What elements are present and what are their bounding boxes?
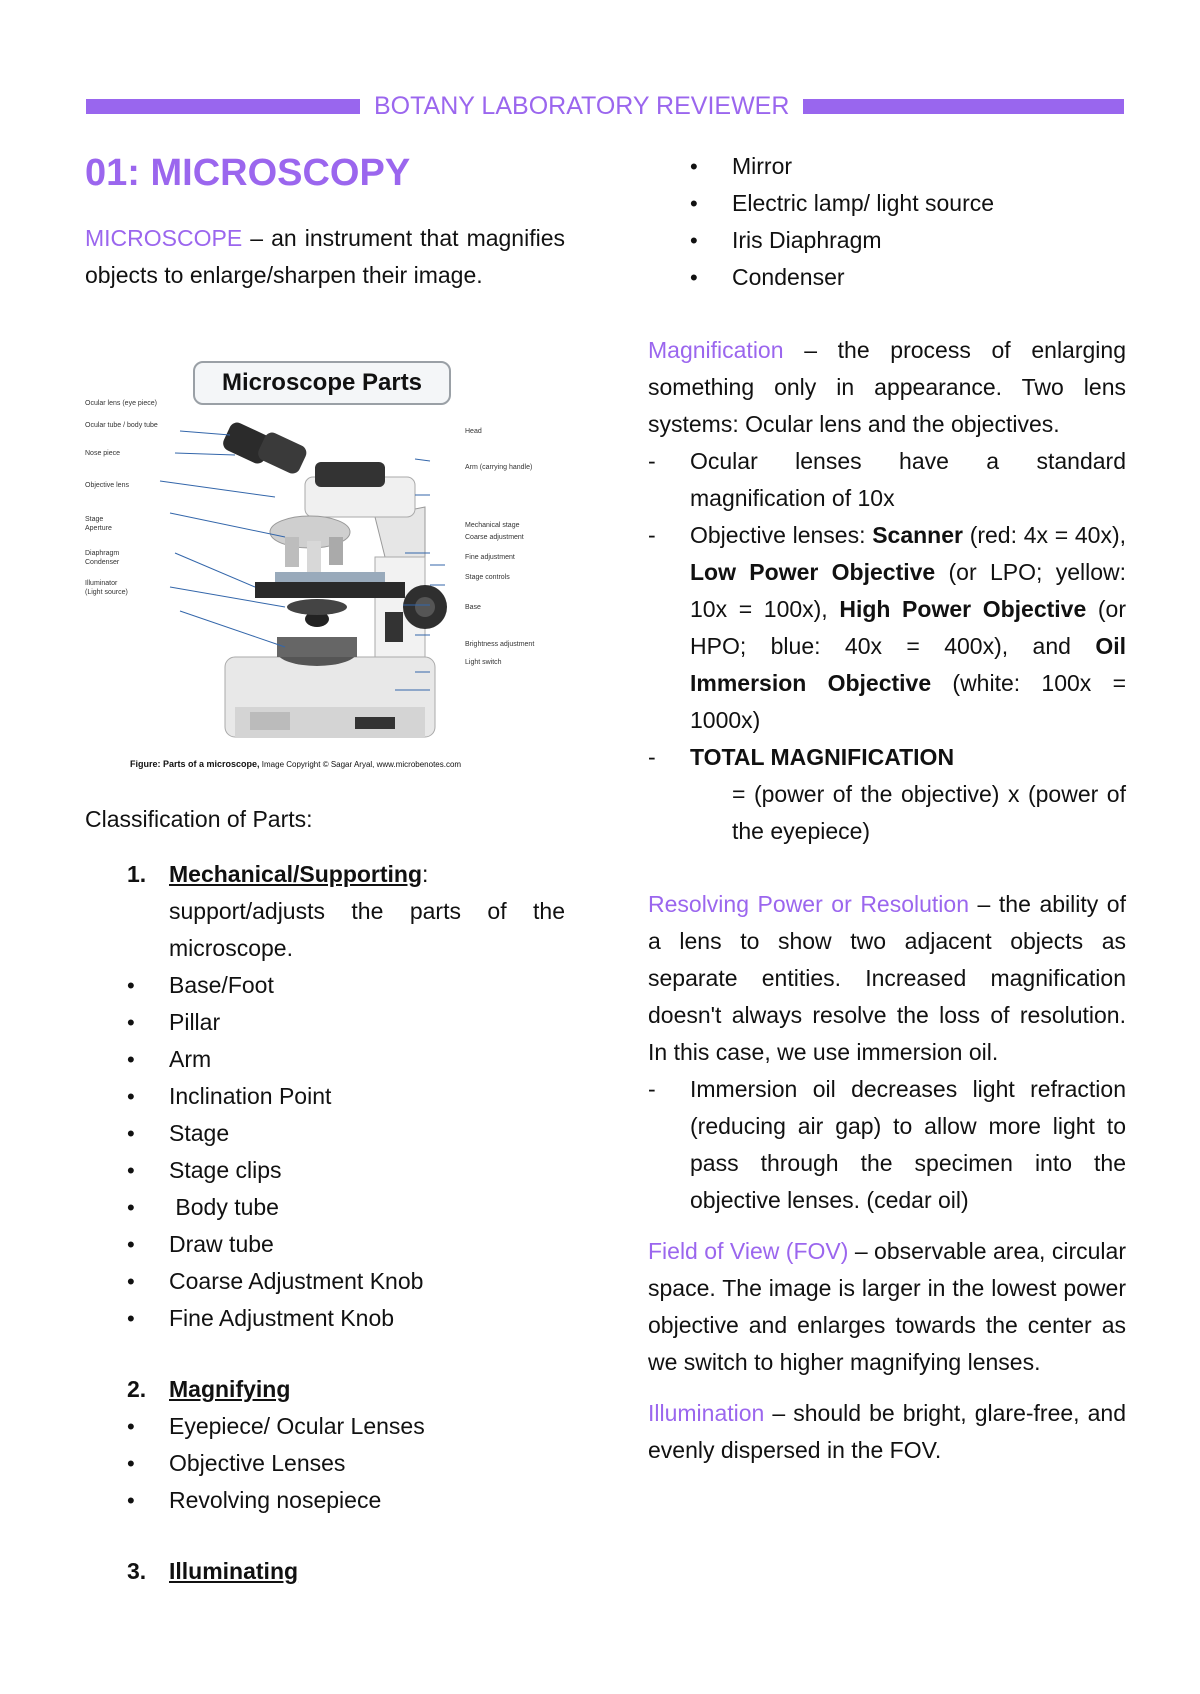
objective-text-3: (or LPO; yellow: 10x = 100x),	[690, 559, 1126, 622]
list-item: • Stage	[85, 1115, 565, 1152]
magnifying-list	[85, 1408, 565, 1519]
label-stage: Stage	[85, 516, 104, 523]
mechanical-heading	[85, 856, 565, 967]
list-item: • Objective Lenses	[85, 1445, 565, 1482]
objective-text-2: (red: 4x = 40x),	[962, 522, 1126, 548]
list-item: • Arm	[85, 1041, 565, 1078]
fov-text: – observable area, circular space. The image is larger in the lowest power objective and enlarges towards the center as we switch to higher magnifying lenses.	[648, 1238, 1126, 1375]
lpo-term: Low Power Objective	[690, 559, 936, 585]
immersion-oil-note: - Immersion oil decreases light refraction (reducing air gap) to allow more light to pass through the specimen into the objective lenses. (cedar oil)	[648, 1071, 1126, 1219]
list-item: • Eyepiece/ Ocular Lenses	[85, 1408, 565, 1445]
header-rule-left	[86, 99, 360, 114]
fov-term: Field of View (FOV)	[648, 1238, 849, 1264]
left-column	[85, 150, 565, 294]
objective-lens-note	[648, 517, 1126, 739]
label-diaphragm: Diaphragm	[85, 550, 120, 557]
magnifying-title: Magnifying	[169, 1376, 291, 1402]
fov-definition	[648, 1233, 1126, 1381]
scanner-term: Scanner	[872, 522, 963, 548]
resolution-term: Resolving Power or Resolution	[648, 891, 969, 917]
list-item: • Mirror	[648, 148, 1126, 185]
magnifying-number: 2.	[127, 1376, 147, 1402]
caption-bold: Figure: Parts of a microscope,	[130, 759, 260, 769]
mechanical-number: 1.	[127, 861, 147, 887]
illumination-definition	[648, 1395, 1126, 1469]
label-nose-piece: Nose piece	[85, 450, 121, 457]
list-item: • Pillar	[85, 1004, 565, 1041]
label-light-switch: Light switch	[465, 659, 502, 666]
microscope-text: – an instrument that magnifies objects to enlarge/sharpen their image.	[85, 225, 565, 288]
label-illuminator: Illuminator	[85, 580, 118, 587]
figure-title: Microscope Parts	[193, 361, 451, 405]
magnification-definition	[648, 332, 1126, 443]
microscope-figure	[85, 357, 565, 777]
label-ocular-lens: Ocular lens (eye piece)	[85, 400, 157, 407]
label-light-source: (Light source)	[85, 589, 128, 596]
label-arm: Arm (carrying handle)	[465, 464, 533, 471]
illuminating-heading	[85, 1553, 565, 1590]
mechanical-list	[85, 967, 565, 1337]
magnifying-heading	[85, 1371, 565, 1408]
label-stage-controls: Stage controls	[465, 574, 510, 581]
document-header	[86, 88, 1124, 124]
label-objective-lens: Objective lens	[85, 482, 129, 489]
list-item: • Electric lamp/ light source	[648, 185, 1126, 222]
list-item: • Coarse Adjustment Knob	[85, 1263, 565, 1300]
header-rule-right	[803, 99, 1124, 114]
classification-heading: Classification of Parts:	[85, 806, 313, 832]
list-item: • Base/Foot	[85, 967, 565, 1004]
label-head: Head	[465, 428, 482, 435]
list-item: • Condenser	[648, 259, 1126, 296]
list-item: • Draw tube	[85, 1226, 565, 1263]
oil-immersion-term: Oil Immersion Objective	[690, 633, 1126, 696]
list-item: • Stage clips	[85, 1152, 565, 1189]
list-item: • Body tube	[85, 1189, 565, 1226]
list-item: • Fine Adjustment Knob	[85, 1300, 565, 1337]
magnification-term: Magnification	[648, 337, 784, 363]
total-magnification-formula: = (power of the objective) x (power of the eyepiece)	[732, 781, 1126, 844]
header-title: BOTANY LABORATORY REVIEWER	[374, 91, 790, 120]
illumination-text: – should be bright, glare-free, and evenly dispersed in the FOV.	[648, 1400, 1126, 1463]
mechanical-desc: : support/adjusts the parts of the microscope.	[169, 861, 565, 961]
list-item: • Revolving nosepiece	[85, 1482, 565, 1519]
illuminating-list	[648, 148, 1126, 296]
microscope-term: MICROSCOPE	[85, 225, 243, 251]
objective-text-1: Objective lenses:	[690, 522, 873, 548]
label-aperture: Aperture	[85, 525, 112, 532]
label-fine-adjustment: Fine adjustment	[465, 554, 515, 561]
illumination-term: Illumination	[648, 1400, 765, 1426]
mechanical-title: Mechanical/Supporting	[169, 861, 423, 887]
label-mechanical-stage: Mechanical stage	[465, 522, 520, 529]
total-magnification-title: - TOTAL MAGNIFICATION	[690, 744, 955, 770]
caption-credit: Image Copyright © Sagar Aryal, www.microbenotes.com	[261, 760, 462, 769]
magnification-text: – the process of enlarging something only in appearance. Two lens systems: Ocular lens and the objectives.	[648, 337, 1126, 437]
microscope-definition	[85, 220, 565, 294]
right-column	[648, 148, 1126, 1469]
label-condenser: Condenser	[85, 559, 120, 566]
objective-text-4: (or HPO; blue: 40x = 400x), and	[690, 596, 1127, 659]
total-magnification-note	[648, 739, 1126, 850]
label-base: Base	[465, 604, 481, 611]
objective-text-5: (white: 100x = 1000x)	[690, 670, 1127, 733]
label-brightness-adjustment: Brightness adjustment	[465, 641, 535, 648]
classification-section	[85, 801, 565, 1590]
label-coarse-adjustment: Coarse adjustment	[465, 534, 524, 541]
hpo-term: High Power Objective	[839, 596, 1087, 622]
section-title: 01: MICROSCOPY	[85, 152, 411, 194]
list-item: • Inclination Point	[85, 1078, 565, 1115]
resolution-text: – the ability of a lens to show two adjacent objects as separate entities. Increased magnification doesn't always resolve the loss of resolution. In this case, we use immersion oil.	[648, 891, 1126, 1065]
illuminating-title: Illuminating	[169, 1558, 299, 1584]
ocular-lens-note: - Ocular lenses have a standard magnification of 10x	[648, 443, 1126, 517]
label-ocular-tube: Ocular tube / body tube	[85, 422, 158, 429]
list-item: • Iris Diaphragm	[648, 222, 1126, 259]
illuminating-number: 3.	[127, 1558, 147, 1584]
figure-caption	[130, 759, 461, 769]
resolution-definition	[648, 886, 1126, 1071]
